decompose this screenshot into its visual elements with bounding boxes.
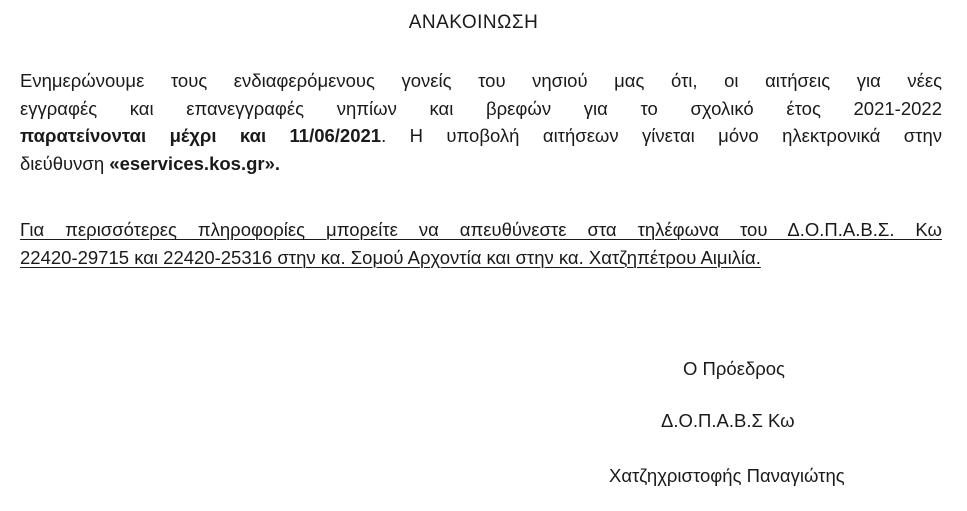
signature-name: Χατζηχριστοφής Παναγιώτης (609, 465, 845, 486)
paragraph-line (20, 150, 942, 178)
paragraph-line: εγγραφές και επανεγγραφές νηπίων και βρεφών για το σχολικό έτος 2021-2022 (20, 97, 942, 119)
announcement-paragraph (20, 67, 942, 177)
signature-role: Ο Πρόεδρος (683, 358, 785, 379)
deadline-text: παρατείνονται μέχρι και 11/06/2021 (20, 125, 382, 146)
contact-paragraph (20, 216, 942, 271)
paragraph-line (20, 122, 942, 150)
address-prefix: διεύθυνση (20, 152, 110, 174)
contact-line: 22420-29715 και 22420-25316 στην κα. Σομού Αρχοντία και στην κα. Χατζηπέτρου Αιμιλία. (20, 246, 761, 268)
website-address: «eservices.kos.gr». (109, 152, 281, 174)
document-title: ΑΝΑΚΟΙΝΩΣΗ (408, 12, 539, 33)
contact-line: Για περισσότερες πληροφορίες μπορείτε να απευθύνεστε στα τηλέφωνα του Δ.Ο.Π.Α.Β.Σ. Κω (20, 219, 942, 240)
paragraph-line: Ενημερώνουμε τους ενδιαφερόμενους γονείς του νησιού μας ότι, οι αιτήσεις για νέες (20, 70, 942, 91)
signature-organization: Δ.Ο.Π.Α.Β.Σ Κω (661, 410, 795, 431)
submission-text: . Η υποβολή αιτήσεων γίνεται μόνο ηλεκτρονικά στην (381, 125, 942, 146)
